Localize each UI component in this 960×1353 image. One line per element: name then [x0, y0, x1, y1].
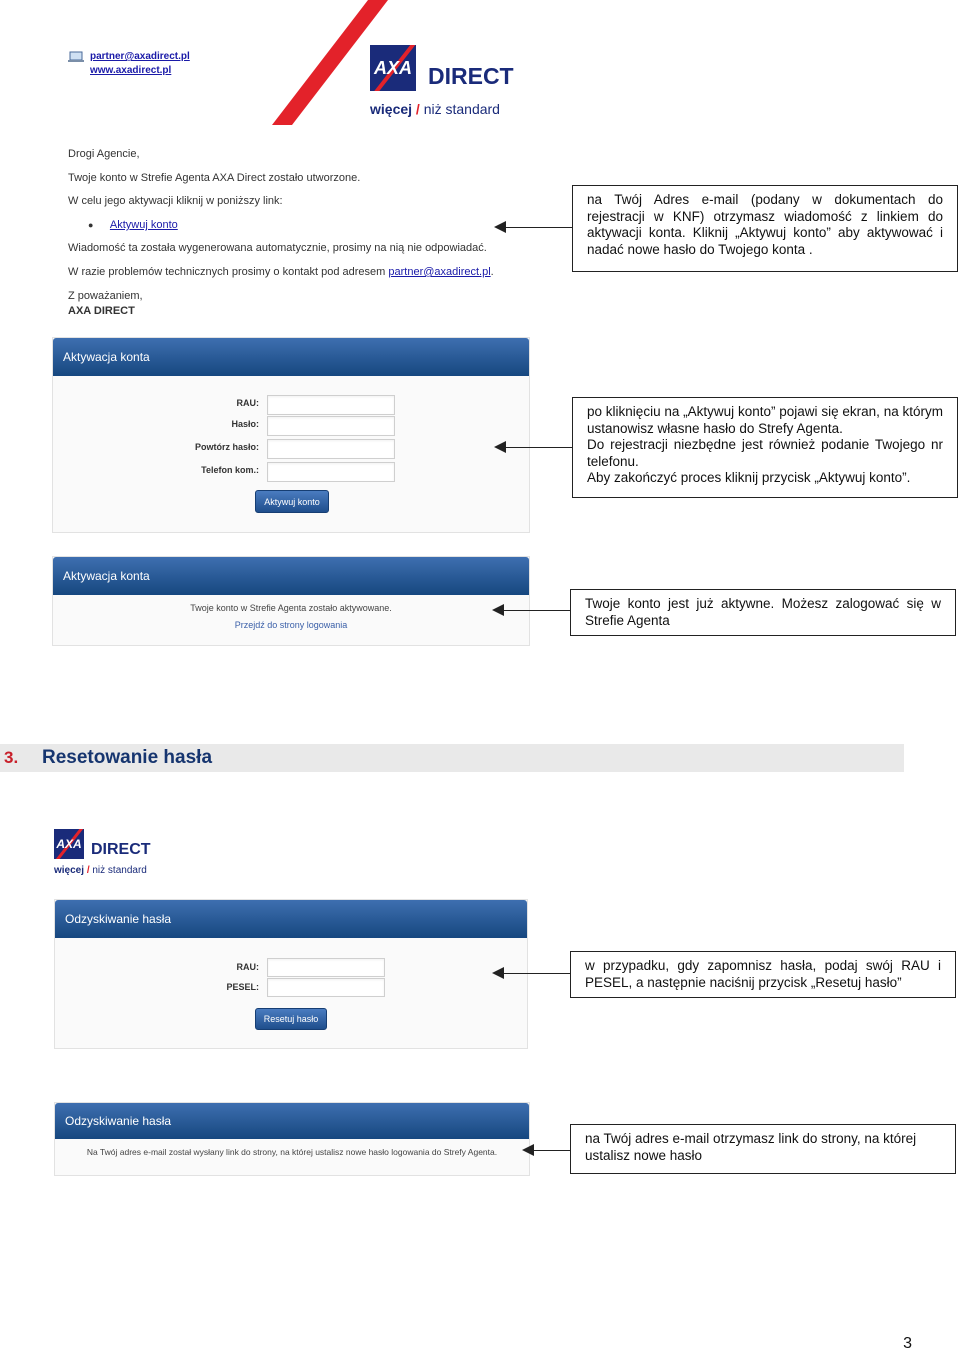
- callout-forgot-password: w przypadku, gdy zapomnisz hasła, podaj swój RAU i PESEL, a następnie naciśnij przycisk „Resetuj hasło”: [570, 951, 956, 998]
- website-link[interactable]: www.axadirect.pl: [90, 65, 172, 76]
- contact-email-link[interactable]: partner@axadirect.pl: [90, 51, 190, 62]
- axa-logo-box: AXA: [370, 45, 416, 91]
- activate-account-button[interactable]: Aktywuj konto: [255, 490, 329, 513]
- reset-done-message: Na Twój adres e-mail został wysłany link do strony, na której ustalisz nowe hasło logowania do Strefy Agenta.: [86, 1147, 498, 1157]
- callout-email-activation: na Twój Adres e-mail (podany w dokumentach do rejestracji w KNF) otrzymasz wiadomość z linkiem do aktywacji konta. Kliknij „Aktywuj konto” aby aktywować i nadać nowe hasło do Twojego konta .: [572, 185, 958, 272]
- email-header-contact: [68, 50, 190, 78]
- callout-2-arrow: [506, 447, 572, 448]
- rau-input[interactable]: [267, 395, 395, 415]
- logo-tagline: więcej / niż standard: [370, 101, 500, 117]
- email-line-instruction: W celu jego aktywacji kliknij w poniższy link:: [68, 195, 283, 207]
- page-number: 3: [903, 1335, 912, 1352]
- reset-form-header: [55, 900, 527, 938]
- pesel-input[interactable]: [267, 978, 385, 997]
- email-line-auto: Wiadomość ta została wygenerowana automatycznie, prosimy na nią nie odpowiadać.: [68, 242, 487, 254]
- email-activation-item: [88, 219, 178, 231]
- section-number: 3.: [4, 748, 19, 767]
- email-line-created: Twoje konto w Strefie Agenta AXA Direct zostało utworzone.: [68, 172, 361, 184]
- axa-logo-box-small: AXA: [54, 829, 84, 859]
- callout-4-arrow: [504, 973, 570, 974]
- phone-label: Telefon kom.:: [201, 465, 259, 475]
- password-input[interactable]: [267, 416, 395, 436]
- activation-form-header: [53, 338, 529, 376]
- email-greeting: Drogi Agencie,: [68, 148, 140, 160]
- reset-done-title: Odzyskiwanie hasła: [65, 1114, 172, 1128]
- activate-account-link[interactable]: Aktywuj konto: [109, 219, 178, 231]
- email-regards: Z poważaniem,: [68, 290, 143, 302]
- callout-set-password: po kliknięciu na „Aktywuj konto” pojawi się ekran, na którym ustanowisz własne hasło do Strefy Agenta. Do rejestracji niezbędne jest również podanie Twojego nr telefonu. Aby zakończyć proces kliknij przycisk „Aktywuj konto”.: [572, 397, 958, 498]
- reset-password-button[interactable]: Resetuj hasło: [255, 1008, 327, 1030]
- axa-direct-logo-small: [54, 829, 164, 879]
- logo-word: DIRECT: [428, 63, 514, 89]
- callout-3-arrow: [504, 610, 570, 611]
- axa-direct-logo: [370, 45, 530, 125]
- reset-rau-label: RAU:: [236, 962, 259, 972]
- computer-icon: [68, 51, 84, 63]
- password-label: Hasło:: [231, 419, 259, 429]
- pesel-label: PESEL:: [226, 982, 259, 992]
- callout-reset-link: na Twój adres e-mail otrzymasz link do strony, na której ustalisz nowe hasło: [570, 1124, 956, 1174]
- go-to-login-link[interactable]: Przejdź do strony logowania: [234, 620, 348, 630]
- reset-rau-input[interactable]: [267, 958, 385, 977]
- reset-done-header: [55, 1103, 529, 1139]
- activation-done-title: Aktywacja konta: [63, 569, 150, 583]
- bullet-icon: ●: [88, 220, 94, 230]
- reset-form-panel: [54, 899, 528, 1049]
- logo-tagline-small: więcej / niż standard: [54, 865, 147, 876]
- activation-done-message: Twoje konto w Strefie Agenta zostało aktywowane.: [190, 603, 392, 613]
- section-heading-bar: [0, 744, 904, 772]
- reset-form-title: Odzyskiwanie hasła: [65, 912, 172, 926]
- email-line-support: W razie problemów technicznych prosimy o kontakt pod adresem partner@axadirect.pl.: [68, 266, 494, 278]
- callout-1-arrow: [506, 227, 572, 228]
- activation-done-header: [53, 557, 529, 595]
- activation-form-panel: [52, 337, 530, 533]
- password-repeat-input[interactable]: [267, 439, 395, 459]
- rau-label: RAU:: [236, 398, 259, 408]
- reset-done-panel: [54, 1102, 530, 1176]
- callout-5-arrow: [534, 1150, 570, 1151]
- activation-done-panel: [52, 556, 530, 646]
- phone-input[interactable]: [267, 462, 395, 482]
- email-signature: AXA DIRECT: [68, 305, 135, 317]
- password-repeat-label: Powtórz hasło:: [194, 442, 259, 452]
- callout-account-active: Twoje konto jest już aktywne. Możesz zalogować się w Strefie Agenta: [570, 589, 956, 636]
- logo-word-small: DIRECT: [91, 841, 151, 858]
- support-email-link[interactable]: partner@axadirect.pl: [388, 266, 491, 278]
- activation-form-title: Aktywacja konta: [63, 350, 150, 364]
- section-title: Resetowanie hasła: [42, 747, 213, 768]
